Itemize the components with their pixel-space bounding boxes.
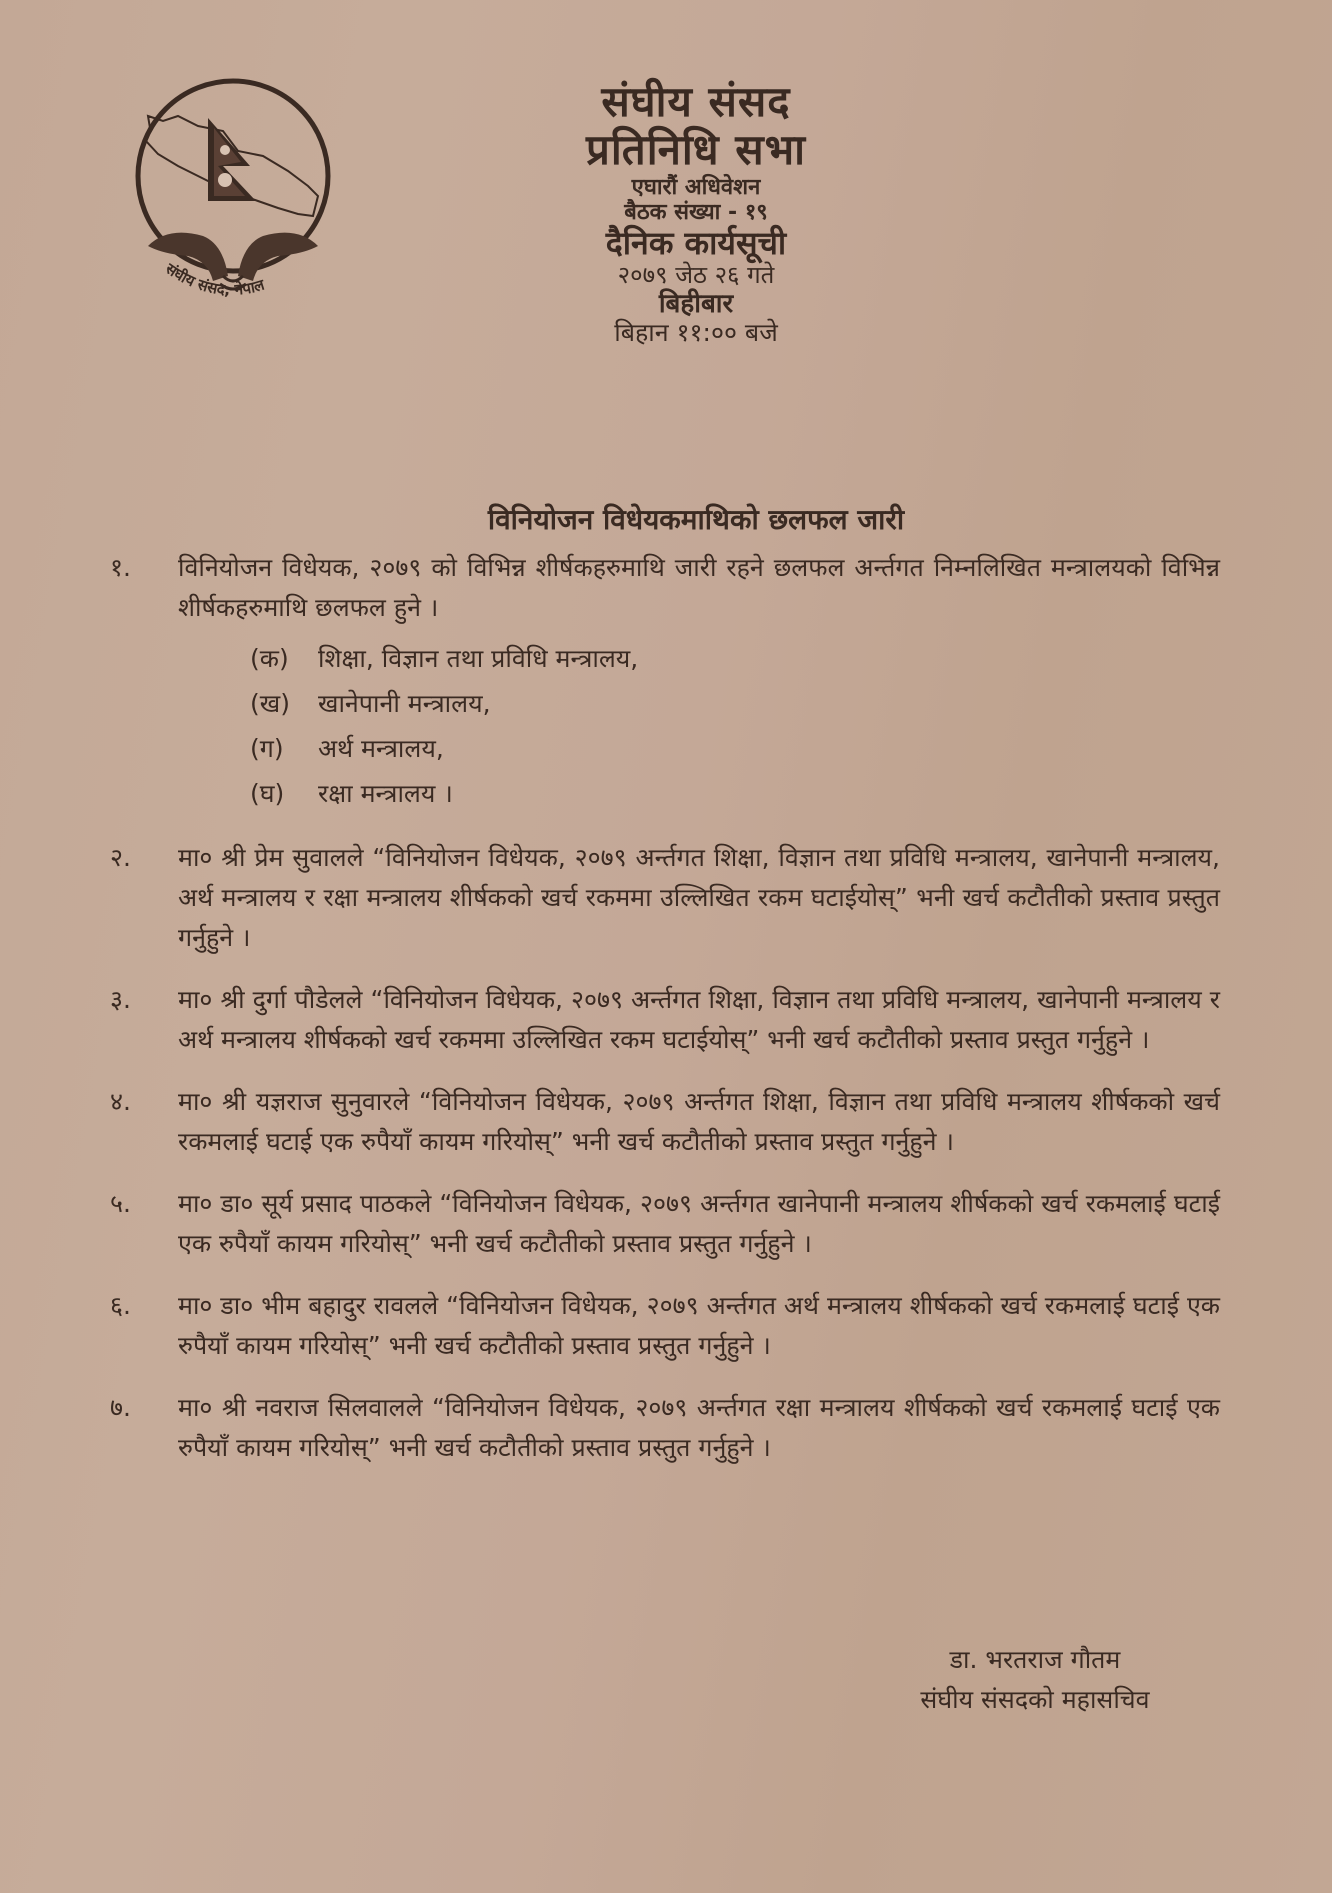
- org-title: संघीय संसद: [601, 77, 791, 126]
- agenda-item: [110, 1082, 1220, 1162]
- agenda-items: [110, 548, 1220, 1490]
- subitem-text: रक्षा मन्त्रालय ।: [318, 779, 453, 808]
- meeting-date: २०७९ जेठ २६ गते: [617, 260, 775, 289]
- agenda-item: [110, 548, 1220, 816]
- subitem-text: अर्थ मन्त्रालय,: [318, 734, 444, 763]
- item-text: विनियोजन विधेयक, २०७९ को विभिन्न शीर्षकहरुमाथि जारी रहने छलफल अर्न्तगत निम्नलिखित मन्त्रालयको विभिन्न शीर्षकहरुमाथि छलफल हुने ।: [178, 553, 1220, 622]
- item-number: १.: [110, 553, 131, 582]
- item-number: ५.: [110, 1189, 131, 1218]
- agenda-item: [110, 980, 1220, 1060]
- subitem-text: खानेपानी मन्त्रालय,: [318, 689, 491, 718]
- session-label: एघारौं अधिवेशन: [631, 174, 761, 200]
- ministry-list-item: [250, 681, 1220, 726]
- ministry-list-item: [250, 726, 1220, 771]
- house-title: प्रतिनिधि सभा: [585, 125, 807, 175]
- document-header: [0, 78, 1332, 348]
- signature-block: [870, 1640, 1200, 1720]
- subitem-text: शिक्षा, विज्ञान तथा प्रविधि मन्त्रालय,: [318, 644, 639, 673]
- item-number: ४.: [110, 1087, 131, 1116]
- item-text: मा० श्री यज्ञराज सुनुवारले “विनियोजन विधेयक, २०७९ अर्न्तगत शिक्षा, विज्ञान तथा प्रविधि मन्त्रालय शीर्षकको खर्च रकमलाई घटाई एक रुपैयाँ कायम गरियोस्” भनी खर्च कटौतीको प्रस्ताव प्रस्तुत गर्नुहुने ।: [178, 1087, 1220, 1156]
- item-number: ३.: [110, 985, 131, 1014]
- item-text: मा० डा० भीम बहादुर रावलले “विनियोजन विधेयक, २०७९ अर्न्तगत अर्थ मन्त्रालय शीर्षकको खर्च रकमलाई घटाई एक रुपैयाँ कायम गरियोस्” भनी खर्च कटौतीको प्रस्ताव प्रस्तुत गर्नुहुने ।: [178, 1291, 1220, 1360]
- agenda-title: दैनिक कार्यसूची: [605, 224, 787, 263]
- ministry-list: [178, 636, 1220, 816]
- signatory-title: संघीय संसदको महासचिव: [920, 1685, 1150, 1714]
- ministry-list-item: [250, 771, 1220, 816]
- meeting-time: बिहान ११:०० बजे: [614, 318, 778, 348]
- item-number: ६.: [110, 1291, 131, 1320]
- subitem-label: (घ): [250, 779, 285, 808]
- subitem-label: (ग): [250, 734, 284, 763]
- logo-caption: संघीय संसद, नेपाल: [162, 259, 267, 299]
- agenda-item: [110, 1184, 1220, 1264]
- meeting-number: बैठक संख्या - १९: [624, 199, 768, 225]
- meeting-day: बिहीबार: [658, 288, 734, 319]
- section-heading: विनियोजन विधेयकमाथिको छलफल जारी: [487, 503, 905, 536]
- subitem-label: (क): [250, 644, 289, 673]
- item-number: २.: [110, 843, 131, 872]
- subitem-label: (ख): [250, 689, 290, 718]
- agenda-item: [110, 1388, 1220, 1468]
- agenda-item: [110, 1286, 1220, 1366]
- item-text: मा० श्री दुर्गा पौडेलले “विनियोजन विधेयक, २०७९ अर्न्तगत शिक्षा, विज्ञान तथा प्रविधि मन्त्रालय, खानेपानी मन्त्रालय र अर्थ मन्त्रालय शीर्षकको खर्च रकममा उल्लिखित रकम घटाईयोस्” भनी खर्च कटौतीको प्रस्ताव प्रस्तुत गर्नुहुने ।: [178, 985, 1220, 1054]
- item-text: मा० श्री नवराज सिलवालले “विनियोजन विधेयक, २०७९ अर्न्तगत रक्षा मन्त्रालय शीर्षकको खर्च रकमलाई घटाई एक रुपैयाँ कायम गरियोस्” भनी खर्च कटौतीको प्रस्ताव प्रस्तुत गर्नुहुने ।: [178, 1393, 1220, 1462]
- agenda-item: [110, 838, 1220, 958]
- signatory-name: डा. भरतराज गौतम: [949, 1645, 1121, 1674]
- item-text: मा० श्री प्रेम सुवालले “विनियोजन विधेयक, २०७९ अर्न्तगत शिक्षा, विज्ञान तथा प्रविधि मन्त्रालय, खानेपानी मन्त्रालय, अर्थ मन्त्रालय र रक्षा मन्त्रालय शीर्षकको खर्च रकममा उल्लिखित रकम घटाईयोस्” भनी खर्च कटौतीको प्रस्ताव प्रस्तुत गर्नुहुने ।: [178, 843, 1220, 952]
- item-text: मा० डा० सूर्य प्रसाद पाठकले “विनियोजन विधेयक, २०७९ अर्न्तगत खानेपानी मन्त्रालय शीर्षकको खर्च रकमलाई घटाई एक रुपैयाँ कायम गरियोस्” भनी खर्च कटौतीको प्रस्ताव प्रस्तुत गर्नुहुने ।: [178, 1189, 1220, 1258]
- ministry-list-item: [250, 636, 1220, 681]
- item-number: ७.: [110, 1393, 131, 1422]
